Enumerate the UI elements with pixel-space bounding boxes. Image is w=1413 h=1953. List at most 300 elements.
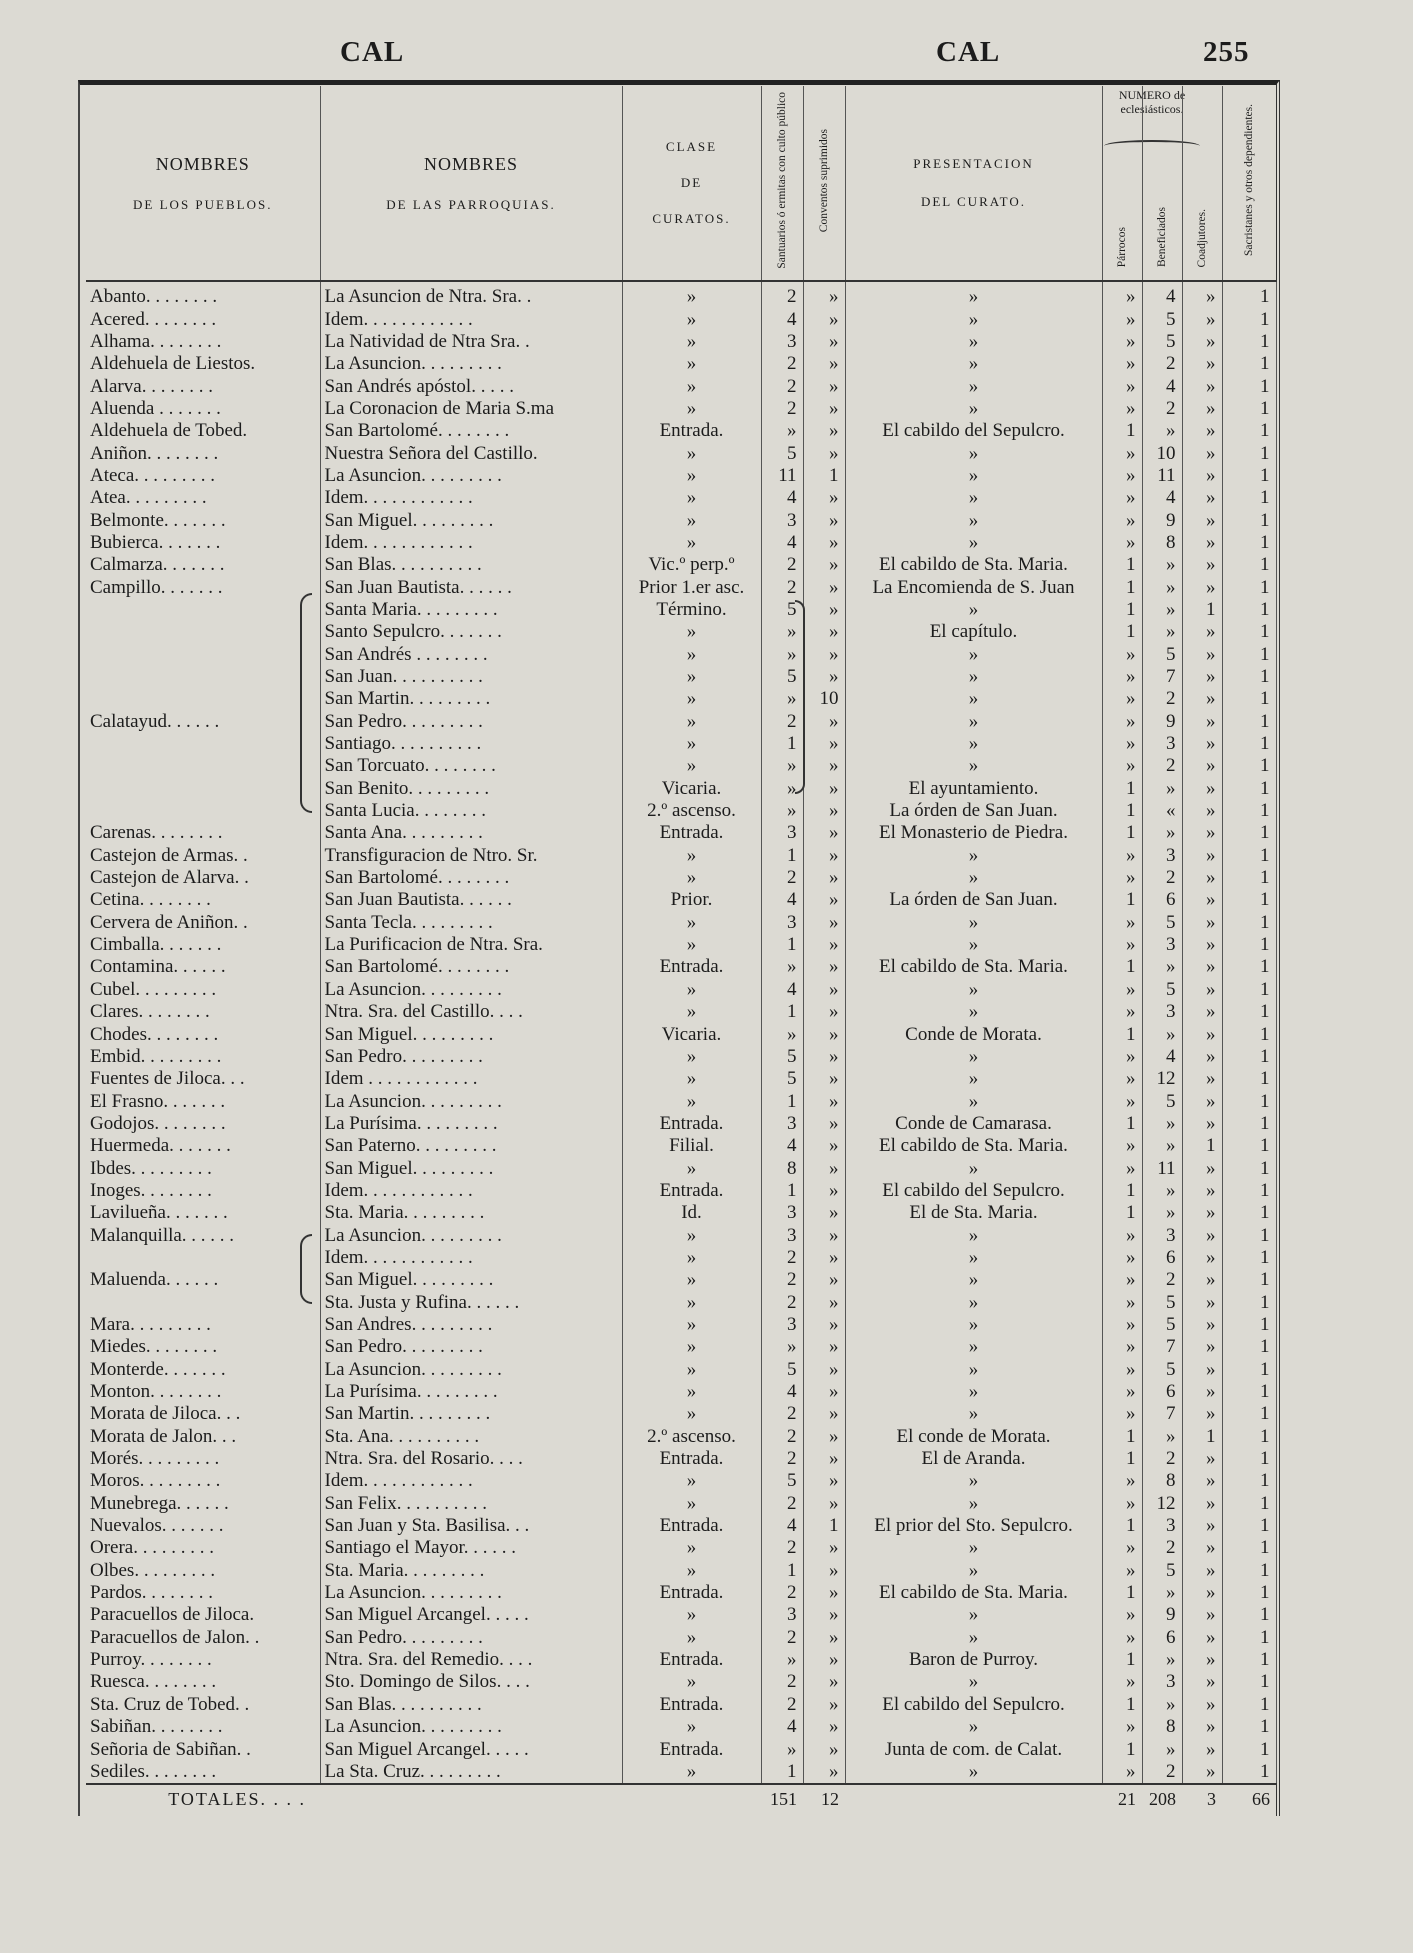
santuarios-count: 2 — [761, 1247, 803, 1269]
parroquia-name: San Pedro. . . . . . . . . — [320, 711, 622, 733]
clase-curato: » — [622, 375, 761, 397]
sacristanes-count: 1 — [1222, 308, 1276, 330]
table-row — [86, 800, 1276, 822]
sacristanes-count: 1 — [1222, 331, 1276, 353]
santuarios-count: 2 — [761, 554, 803, 576]
pueblo-name — [86, 688, 320, 710]
santuarios-count: 5 — [761, 599, 803, 621]
coadjutores-count: » — [1182, 912, 1222, 934]
clase-curato: » — [622, 1090, 761, 1112]
table-row — [86, 1269, 1276, 1291]
coadjutores-count: » — [1182, 576, 1222, 598]
beneficiados-count: 4 — [1142, 487, 1182, 509]
pueblo-name: Calmarza. . . . . . . — [86, 554, 320, 576]
beneficiados-count: » — [1142, 778, 1182, 800]
parroquia-name: La Natividad de Ntra Sra. . — [320, 331, 622, 353]
conventos-count: » — [803, 934, 845, 956]
santuarios-count: 1 — [761, 934, 803, 956]
clase-curato: » — [622, 1224, 761, 1246]
clase-curato: » — [622, 1291, 761, 1313]
parrocos-count: 1 — [1102, 1694, 1142, 1716]
santuarios-count: 8 — [761, 1157, 803, 1179]
clase-curato: » — [622, 398, 761, 420]
coadjutores-count: » — [1182, 1493, 1222, 1515]
sacristanes-count: 1 — [1222, 1068, 1276, 1090]
coadjutores-count: » — [1182, 956, 1222, 978]
sacristanes-count: 1 — [1222, 1515, 1276, 1537]
clase-curato: » — [622, 308, 761, 330]
santuarios-count: 4 — [761, 979, 803, 1001]
parroquia-name: Santa Tecla. . . . . . . . . — [320, 912, 622, 934]
parrocos-count: » — [1102, 442, 1142, 464]
clase-curato: » — [622, 845, 761, 867]
parroquia-name: San Benito. . . . . . . . . — [320, 778, 622, 800]
conventos-count: » — [803, 420, 845, 442]
clase-curato: » — [622, 1068, 761, 1090]
beneficiados-count: « — [1142, 800, 1182, 822]
santuarios-count: 2 — [761, 1448, 803, 1470]
presentacion: El cabildo de Sta. Maria. — [845, 554, 1102, 576]
coadjutores-count: » — [1182, 1224, 1222, 1246]
conventos-count: » — [803, 308, 845, 330]
beneficiados-count: 2 — [1142, 353, 1182, 375]
parroquia-name: San Juan Bautista. . . . . . — [320, 576, 622, 598]
clase-curato: » — [622, 1671, 761, 1693]
clase-curato: » — [622, 532, 761, 554]
santuarios-count: 1 — [761, 733, 803, 755]
parrocos-count: » — [1102, 845, 1142, 867]
total-beneficiados: 208 — [1142, 1784, 1182, 1813]
santuarios-count: » — [761, 956, 803, 978]
clase-curato: Entrada. — [622, 420, 761, 442]
santuarios-count: 2 — [761, 1426, 803, 1448]
parroquia-name: La Sta. Cruz. . . . . . . . . — [320, 1761, 622, 1784]
pueblo-name: Malanquilla. . . . . . — [86, 1224, 320, 1246]
pueblo-name — [86, 800, 320, 822]
santuarios-count: 2 — [761, 353, 803, 375]
santuarios-count: 2 — [761, 1291, 803, 1313]
beneficiados-count: 3 — [1142, 1515, 1182, 1537]
beneficiados-count: » — [1142, 1135, 1182, 1157]
parroquia-name: Santiago. . . . . . . . . . — [320, 733, 622, 755]
beneficiados-count: 4 — [1142, 1046, 1182, 1068]
coadjutores-count: » — [1182, 398, 1222, 420]
sacristanes-count: 1 — [1222, 1090, 1276, 1112]
santuarios-count: 2 — [761, 576, 803, 598]
presentacion: » — [845, 733, 1102, 755]
conventos-count: » — [803, 442, 845, 464]
beneficiados-count: » — [1142, 420, 1182, 442]
pueblo-name: Atea. . . . . . . . . — [86, 487, 320, 509]
parroquia-name: La Coronacion de Maria S.ma — [320, 398, 622, 420]
presentacion: » — [845, 465, 1102, 487]
santuarios-count: 4 — [761, 1515, 803, 1537]
conventos-count: » — [803, 1314, 845, 1336]
parroquia-name: San Juan Bautista. . . . . . — [320, 889, 622, 911]
parroquia-name: La Asuncion. . . . . . . . . — [320, 353, 622, 375]
beneficiados-count: 5 — [1142, 644, 1182, 666]
presentacion: » — [845, 1314, 1102, 1336]
table-row — [86, 1403, 1276, 1425]
table-row — [86, 956, 1276, 978]
pueblo-name — [86, 599, 320, 621]
parrocos-count: » — [1102, 1314, 1142, 1336]
clase-curato: » — [622, 1560, 761, 1582]
conventos-count: » — [803, 644, 845, 666]
sacristanes-count: 1 — [1222, 1403, 1276, 1425]
clase-curato: » — [622, 1359, 761, 1381]
coadjutores-count: » — [1182, 1604, 1222, 1626]
santuarios-count: » — [761, 644, 803, 666]
pueblo-name: Mara. . . . . . . . . — [86, 1314, 320, 1336]
totals-empty — [320, 1784, 622, 1813]
parrocos-count: » — [1102, 1403, 1142, 1425]
beneficiados-count: 12 — [1142, 1493, 1182, 1515]
pueblo-name: Paracuellos de Jalon. . — [86, 1627, 320, 1649]
parroquia-name: La Asuncion. . . . . . . . . — [320, 465, 622, 487]
clase-curato: Término. — [622, 599, 761, 621]
beneficiados-count: 2 — [1142, 1269, 1182, 1291]
sacristanes-count: 1 — [1222, 889, 1276, 911]
beneficiados-count: 5 — [1142, 1359, 1182, 1381]
clase-curato: Entrada. — [622, 1582, 761, 1604]
conventos-count: » — [803, 800, 845, 822]
santuarios-count: » — [761, 420, 803, 442]
parroquia-name: San Andres. . . . . . . . . — [320, 1314, 622, 1336]
table-row — [86, 1157, 1276, 1179]
parroquia-name: La Asuncion de Ntra. Sra. . — [320, 281, 622, 308]
sacristanes-count: 1 — [1222, 1224, 1276, 1246]
conventos-count: » — [803, 1046, 845, 1068]
parrocos-count: » — [1102, 1359, 1142, 1381]
presentacion: » — [845, 1090, 1102, 1112]
beneficiados-count: » — [1142, 1426, 1182, 1448]
santuarios-count: 2 — [761, 1403, 803, 1425]
pueblo-name: Belmonte. . . . . . . — [86, 509, 320, 531]
pueblo-name: Alarva. . . . . . . . — [86, 375, 320, 397]
clase-curato: » — [622, 688, 761, 710]
beneficiados-count: 6 — [1142, 1247, 1182, 1269]
coadjutores-count: » — [1182, 1336, 1222, 1358]
table-row — [86, 1448, 1276, 1470]
sacristanes-count: 1 — [1222, 1157, 1276, 1179]
parrocos-count: » — [1102, 1671, 1142, 1693]
parroquia-name: Santo Sepulcro. . . . . . . — [320, 621, 622, 643]
conventos-count: » — [803, 912, 845, 934]
santuarios-count: 2 — [761, 1694, 803, 1716]
coadjutores-count: » — [1182, 1046, 1222, 1068]
parroquia-name: Sta. Justa y Rufina. . . . . . — [320, 1291, 622, 1313]
santuarios-count: 3 — [761, 912, 803, 934]
clase-curato: » — [622, 934, 761, 956]
table-row — [86, 1470, 1276, 1492]
table-row — [86, 1291, 1276, 1313]
pueblo-name: Ateca. . . . . . . . . — [86, 465, 320, 487]
conventos-brace — [795, 600, 805, 794]
sacristanes-count: 1 — [1222, 487, 1276, 509]
presentacion: El ayuntamiento. — [845, 778, 1102, 800]
clase-curato: » — [622, 733, 761, 755]
presentacion: » — [845, 1068, 1102, 1090]
presentacion: » — [845, 1269, 1102, 1291]
table-row — [86, 331, 1276, 353]
parrocos-count: 1 — [1102, 1582, 1142, 1604]
maluenda-brace — [300, 1234, 312, 1304]
table-row — [86, 666, 1276, 688]
parrocos-count: » — [1102, 1336, 1142, 1358]
table-row — [86, 1202, 1276, 1224]
clase-curato: » — [622, 1716, 761, 1738]
santuarios-count: 1 — [761, 845, 803, 867]
coadjutores-count: » — [1182, 711, 1222, 733]
conventos-count: » — [803, 1135, 845, 1157]
santuarios-count: 4 — [761, 532, 803, 554]
conventos-count: » — [803, 889, 845, 911]
sacristanes-count: 1 — [1222, 398, 1276, 420]
sacristanes-count: 1 — [1222, 1359, 1276, 1381]
parrocos-count: 1 — [1102, 778, 1142, 800]
beneficiados-count: 11 — [1142, 465, 1182, 487]
parrocos-count: 1 — [1102, 1515, 1142, 1537]
presentacion: » — [845, 688, 1102, 710]
pueblo-name: Morata de Jiloca. . . — [86, 1403, 320, 1425]
parrocos-count: » — [1102, 867, 1142, 889]
table-row — [86, 487, 1276, 509]
page-header — [0, 36, 1413, 76]
parrocos-count: 1 — [1102, 576, 1142, 598]
coadjutores-count: » — [1182, 1157, 1222, 1179]
coadjutores-count: » — [1182, 1738, 1222, 1760]
clase-curato: Vic.º perp.º — [622, 554, 761, 576]
clase-curato: Vicaria. — [622, 1023, 761, 1045]
sacristanes-count: 1 — [1222, 1560, 1276, 1582]
coadjutores-count: » — [1182, 1694, 1222, 1716]
table-row — [86, 1537, 1276, 1559]
clase-curato: » — [622, 666, 761, 688]
table-row — [86, 688, 1276, 710]
parroquia-name: San Andrés apóstol. . . . . — [320, 375, 622, 397]
conventos-count: 1 — [803, 465, 845, 487]
beneficiados-count: » — [1142, 956, 1182, 978]
conventos-count: » — [803, 1202, 845, 1224]
beneficiados-count: 12 — [1142, 1068, 1182, 1090]
clase-curato: » — [622, 912, 761, 934]
santuarios-count: 3 — [761, 1604, 803, 1626]
clase-curato: » — [622, 1001, 761, 1023]
coadjutores-count: 1 — [1182, 1135, 1222, 1157]
coadjutores-count: » — [1182, 1537, 1222, 1559]
presentacion: » — [845, 1224, 1102, 1246]
pueblo-name: Pardos. . . . . . . . — [86, 1582, 320, 1604]
beneficiados-count: 6 — [1142, 889, 1182, 911]
sacristanes-count: 1 — [1222, 733, 1276, 755]
pueblo-name: Moros. . . . . . . . . — [86, 1470, 320, 1492]
parroquia-name: San Paterno. . . . . . . . . — [320, 1135, 622, 1157]
header-clase: CLASE DE CURATOS. — [622, 86, 761, 281]
presentacion: » — [845, 755, 1102, 777]
parrocos-count: 1 — [1102, 800, 1142, 822]
parroquia-name: Idem. . . . . . . . . . . . — [320, 1470, 622, 1492]
coadjutores-count: » — [1182, 1090, 1222, 1112]
table-row — [86, 733, 1276, 755]
clase-curato: Prior 1.er asc. — [622, 576, 761, 598]
conventos-count: » — [803, 1291, 845, 1313]
sacristanes-count: 1 — [1222, 465, 1276, 487]
sacristanes-count: 1 — [1222, 1448, 1276, 1470]
pueblo-name: Clares. . . . . . . . — [86, 1001, 320, 1023]
table-row — [86, 1381, 1276, 1403]
presentacion: » — [845, 509, 1102, 531]
pueblo-name: Cubel. . . . . . . . . — [86, 979, 320, 1001]
presentacion: El de Aranda. — [845, 1448, 1102, 1470]
parrocos-count: » — [1102, 755, 1142, 777]
pueblo-name: Acered. . . . . . . . — [86, 308, 320, 330]
coadjutores-count: » — [1182, 465, 1222, 487]
pueblo-name: Señoria de Sabiñan. . — [86, 1738, 320, 1760]
coadjutores-count: » — [1182, 822, 1222, 844]
conventos-count: » — [803, 956, 845, 978]
parrocos-count: » — [1102, 1135, 1142, 1157]
santuarios-count: 4 — [761, 1135, 803, 1157]
clase-curato: » — [622, 1470, 761, 1492]
clase-curato: Filial. — [622, 1135, 761, 1157]
beneficiados-count: 5 — [1142, 912, 1182, 934]
sacristanes-count: 1 — [1222, 755, 1276, 777]
santuarios-count: 1 — [761, 1560, 803, 1582]
table-row — [86, 1090, 1276, 1112]
clase-curato: Entrada. — [622, 1649, 761, 1671]
presentacion: » — [845, 1359, 1102, 1381]
pueblo-name: Ruesca. . . . . . . . — [86, 1671, 320, 1693]
sacristanes-count: 1 — [1222, 509, 1276, 531]
clase-curato: Entrada. — [622, 956, 761, 978]
presentacion: » — [845, 1291, 1102, 1313]
coadjutores-count: » — [1182, 1560, 1222, 1582]
header-conventos: Conventos suprimidos — [803, 86, 845, 281]
clase-curato: » — [622, 1761, 761, 1784]
presentacion: » — [845, 308, 1102, 330]
parroquia-name: San Bartolomé. . . . . . . . — [320, 867, 622, 889]
conventos-count: » — [803, 1537, 845, 1559]
parrocos-count: 1 — [1102, 1113, 1142, 1135]
pueblo-name: Contamina. . . . . . — [86, 956, 320, 978]
parroquia-name: Idem. . . . . . . . . . . . — [320, 487, 622, 509]
parrocos-count: » — [1102, 1381, 1142, 1403]
parrocos-count: 1 — [1102, 1023, 1142, 1045]
parroquia-name: San Miguel Arcangel. . . . . — [320, 1738, 622, 1760]
presentacion: » — [845, 1336, 1102, 1358]
parrocos-count: 1 — [1102, 1180, 1142, 1202]
pueblo-name: Miedes. . . . . . . . — [86, 1336, 320, 1358]
parroquia-name: San Pedro. . . . . . . . . — [320, 1627, 622, 1649]
sacristanes-count: 1 — [1222, 934, 1276, 956]
beneficiados-count: 7 — [1142, 1336, 1182, 1358]
pueblo-name: Morata de Jalon. . . — [86, 1426, 320, 1448]
conventos-count: » — [803, 979, 845, 1001]
table-row — [86, 1582, 1276, 1604]
beneficiados-count: 9 — [1142, 1604, 1182, 1626]
coadjutores-count: » — [1182, 487, 1222, 509]
clase-curato: » — [622, 1537, 761, 1559]
parroquia-name: Santiago el Mayor. . . . . . — [320, 1537, 622, 1559]
pueblo-name: Godojos. . . . . . . . — [86, 1113, 320, 1135]
presentacion: » — [845, 1381, 1102, 1403]
beneficiados-count: 6 — [1142, 1627, 1182, 1649]
table-row — [86, 375, 1276, 397]
conventos-count: » — [803, 1738, 845, 1760]
beneficiados-count: » — [1142, 576, 1182, 598]
conventos-count: » — [803, 487, 845, 509]
clase-curato: » — [622, 465, 761, 487]
conventos-count: » — [803, 1001, 845, 1023]
presentacion: » — [845, 666, 1102, 688]
sacristanes-count: 1 — [1222, 1716, 1276, 1738]
beneficiados-count: » — [1142, 1582, 1182, 1604]
parroquia-name: San Pedro. . . . . . . . . — [320, 1046, 622, 1068]
beneficiados-count: 2 — [1142, 688, 1182, 710]
table-row — [86, 1649, 1276, 1671]
parroquia-name: San Miguel Arcangel. . . . . — [320, 1604, 622, 1626]
beneficiados-count: 3 — [1142, 845, 1182, 867]
santuarios-count: 3 — [761, 509, 803, 531]
parrocos-count: » — [1102, 666, 1142, 688]
sacristanes-count: 1 — [1222, 711, 1276, 733]
parrocos-count: » — [1102, 1627, 1142, 1649]
parrocos-count: » — [1102, 353, 1142, 375]
conventos-count: » — [803, 621, 845, 643]
pueblo-name: Alhama. . . . . . . . — [86, 331, 320, 353]
presentacion: El conde de Morata. — [845, 1426, 1102, 1448]
clase-curato: » — [622, 644, 761, 666]
table-row — [86, 1738, 1276, 1760]
parroquia-name: Ntra. Sra. del Castillo. . . . — [320, 1001, 622, 1023]
beneficiados-count: » — [1142, 1180, 1182, 1202]
parroquia-name: Idem . . . . . . . . . . . . — [320, 1068, 622, 1090]
santuarios-count: 2 — [761, 1493, 803, 1515]
presentacion: » — [845, 599, 1102, 621]
beneficiados-count: 7 — [1142, 666, 1182, 688]
parrocos-count: » — [1102, 1716, 1142, 1738]
sacristanes-count: 1 — [1222, 554, 1276, 576]
clase-curato: » — [622, 755, 761, 777]
sacristanes-count: 1 — [1222, 442, 1276, 464]
table-row — [86, 979, 1276, 1001]
coadjutores-count: » — [1182, 1582, 1222, 1604]
parroquia-name: San Bartolomé. . . . . . . . — [320, 956, 622, 978]
clase-curato: » — [622, 979, 761, 1001]
pueblo-name: Paracuellos de Jiloca. — [86, 1604, 320, 1626]
coadjutores-count: » — [1182, 1068, 1222, 1090]
santuarios-count: 2 — [761, 711, 803, 733]
presentacion: » — [845, 398, 1102, 420]
conventos-count: » — [803, 1269, 845, 1291]
parroquia-name: San Blas. . . . . . . . . . — [320, 554, 622, 576]
presentacion: » — [845, 353, 1102, 375]
coadjutores-count: » — [1182, 331, 1222, 353]
conventos-count: » — [803, 1694, 845, 1716]
clase-curato: » — [622, 487, 761, 509]
coadjutores-count: » — [1182, 889, 1222, 911]
pueblo-name: Cimballa. . . . . . . — [86, 934, 320, 956]
pueblo-name: Inoges. . . . . . . . — [86, 1180, 320, 1202]
parrocos-count: » — [1102, 331, 1142, 353]
table-row — [86, 465, 1276, 487]
santuarios-count: 4 — [761, 1716, 803, 1738]
parrocos-count: 1 — [1102, 554, 1142, 576]
conventos-count: » — [803, 331, 845, 353]
table-row — [86, 532, 1276, 554]
conventos-count: » — [803, 375, 845, 397]
